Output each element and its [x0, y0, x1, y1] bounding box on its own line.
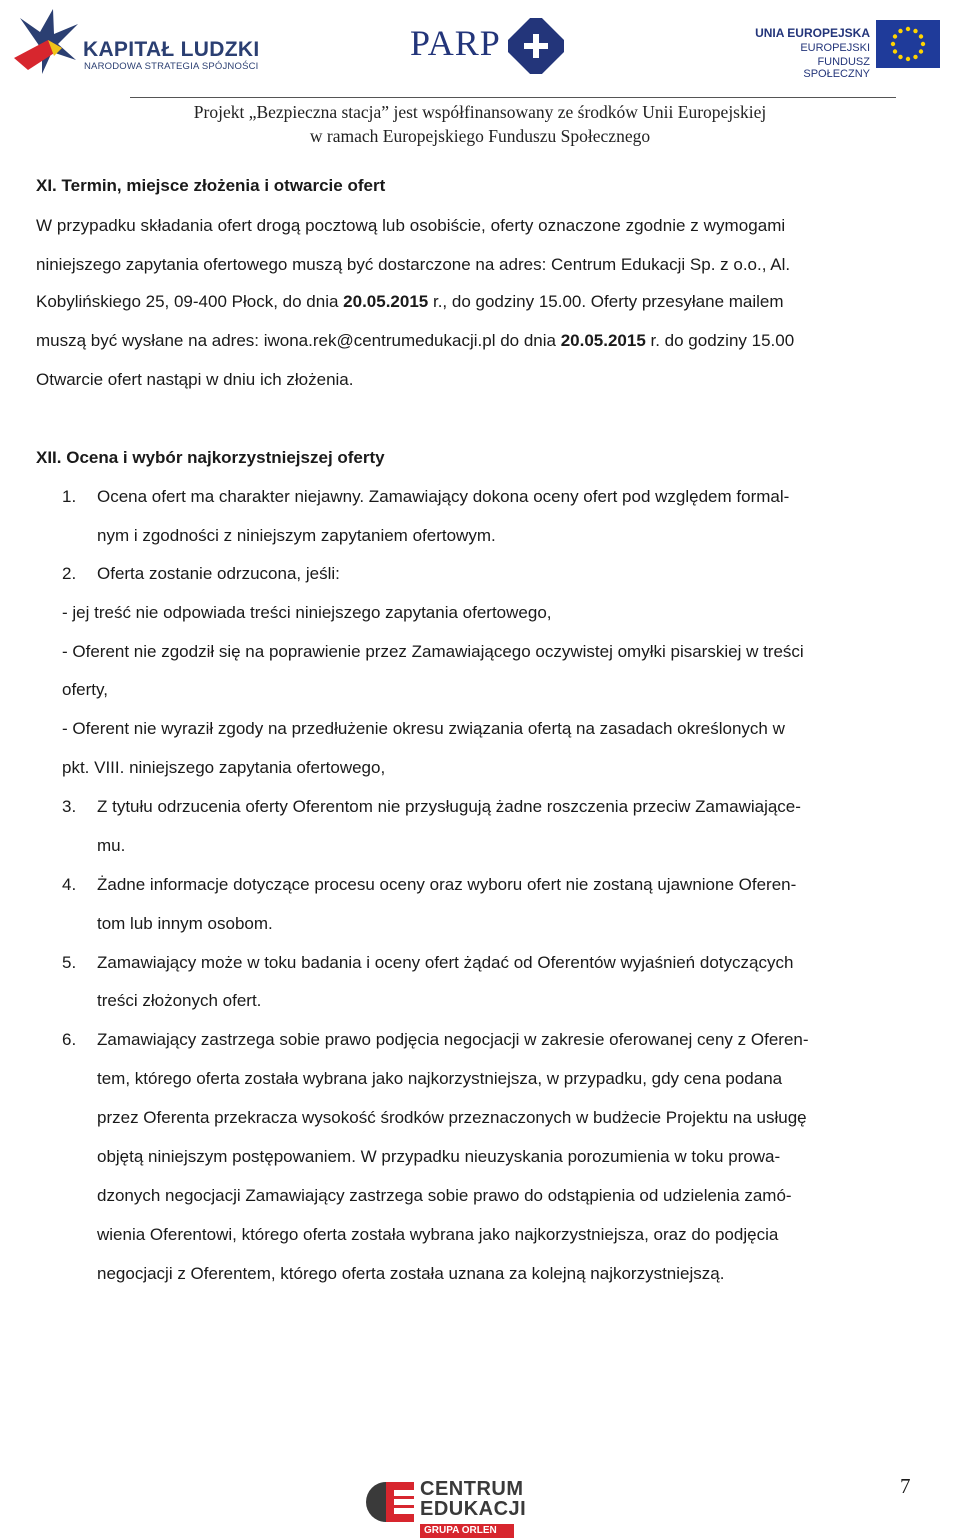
eu-star [893, 49, 897, 53]
centrum-edukacji-emblem-icon [364, 1476, 416, 1528]
item-2-number: 2. [62, 564, 77, 583]
s11-date-1: 20.05.2015 [343, 292, 429, 311]
project-line-1: Projekt „Bezpieczna stacja” jest współfinansowany ze środków Unii Europejskiej [193, 102, 767, 122]
item-4-line-2: tom lub innym osobom. [97, 914, 273, 933]
kapital-ludzki-subtitle: NARODOWA STRATEGIA SPÓJNOŚCI [84, 61, 259, 72]
item-2-dash-3a: - Oferent nie wyraził zgody na przedłużenie okresu związania ofertą na zasadach określonych w [62, 719, 785, 738]
s11-line-3c: r., do godziny 15.00. Oferty przesyłane mailem [428, 292, 784, 311]
s11-line-1: W przypadku składania ofert drogą pocztową lub osobiście, oferty oznaczone zgodnie z wymogami [36, 216, 786, 235]
page-header [0, 0, 960, 150]
s11-line-3 [36, 292, 784, 312]
item-6-line-5: dzonych negocjacji Zamawiający zastrzega sobie prawo do odstąpienia od udzielenia zamó- [97, 1186, 792, 1205]
eu-star [906, 57, 910, 61]
eu-title: UNIA EUROPEJSKA [755, 26, 870, 40]
eu-star [913, 55, 917, 59]
s11-line-4a: muszą być wysłane na adres: iwona.rek@centrumedukacji.pl do dnia [36, 331, 561, 350]
eu-star [893, 34, 897, 38]
item-6-line-7: negocjacji z Oferentem, którego oferta została uznana za kolejną najkorzystniejszą. [97, 1264, 725, 1283]
item-3-line-1: Z tytułu odrzucenia oferty Oferentom nie przysługują żadne roszczenia przeciw Zamawiające- [97, 797, 801, 816]
item-6-number: 6. [62, 1030, 77, 1049]
s11-date-2: 20.05.2015 [560, 331, 646, 350]
eu-star [891, 42, 895, 46]
section-11-title: XI. Termin, miejsce złożenia i otwarcie ofert [36, 176, 386, 195]
eu-subtitle-2: FUNDUSZ SPOŁECZNY [803, 56, 870, 80]
project-info [0, 100, 960, 148]
s11-line-4 [36, 331, 794, 351]
kapital-ludzki-logo [8, 4, 278, 76]
kapital-ludzki-star-icon [8, 4, 80, 76]
project-line-2: w ramach Europejskiego Funduszu Społecznego [309, 126, 651, 146]
eu-flag-icon [876, 20, 940, 68]
item-6-line-3: przez Oferenta przekracza wysokość środków przeznaczonych w budżecie Projektu na usługę [97, 1108, 807, 1127]
parp-text: PARP [410, 23, 501, 63]
s11-line-2: niniejszego zapytania ofertowego muszą być dostarczone na adres: Centrum Edukacji Sp. z o.o., Al. [36, 255, 791, 274]
eu-star [919, 49, 923, 53]
item-6-line-6: wienia Oferentowi, którego oferta została wybrana jako najkorzystniejsza, oraz do podjęcia [97, 1225, 779, 1244]
item-6-line-4: objętą niniejszym postępowaniem. W przypadku nieuzyskania porozumienia w toku prowa- [97, 1147, 781, 1166]
item-4-line-1: Żadne informacje dotyczące procesu oceny oraz wyboru ofert nie zostaną ujawnione Oferen- [97, 875, 797, 894]
item-1-number: 1. [62, 487, 77, 506]
eu-logo [748, 18, 948, 78]
centrum-edukacji-logo [364, 1472, 564, 1538]
s11-line-4c: r. do godziny 15.00 [645, 331, 795, 350]
parp-emblem-icon [508, 18, 564, 74]
grupa-orlen-text: GRUPA ORLEN [424, 1525, 497, 1536]
grupa-orlen-badge [420, 1524, 514, 1538]
item-3-number: 3. [62, 797, 77, 816]
page-number: 7 [900, 1474, 911, 1498]
edukacji-text: EDUKACJI [420, 1498, 527, 1520]
item-2-dash-3b: pkt. VIII. niniejszego zapytania ofertowego, [62, 758, 386, 777]
item-1-line-2: nym i zgodności z niniejszym zapytaniem ofertowym. [97, 526, 496, 545]
item-2-dash-2a: - Oferent nie zgodził się na poprawienie przez Zamawiającego oczywistej omyłki pisarskiej w treści [62, 642, 804, 661]
item-2-line-1: Oferta zostanie odrzucona, jeśli: [97, 564, 340, 583]
s11-line-5: Otwarcie ofert nastąpi w dniu ich złożenia. [36, 370, 354, 389]
kapital-ludzki-title: KAPITAŁ LUDZKI [83, 38, 260, 61]
parp-logo [408, 18, 578, 74]
s11-line-3a: Kobylińskiego 25, 09-400 Płock, do dnia [36, 292, 344, 311]
eu-star [898, 55, 902, 59]
eu-star [913, 29, 917, 33]
eu-subtitle-1: EUROPEJSKI [800, 42, 870, 54]
item-2-dash-1: - jej treść nie odpowiada treści niniejszego zapytania ofertowego, [62, 603, 552, 622]
item-2-dash-2b: oferty, [62, 680, 108, 699]
eu-star [919, 34, 923, 38]
centrum-text: CENTRUM [420, 1478, 524, 1500]
header-divider [130, 97, 896, 98]
item-5-line-2: treści złożonych ofert. [97, 991, 262, 1010]
item-4-number: 4. [62, 875, 77, 894]
item-6-line-1: Zamawiający zastrzega sobie prawo podjęcia negocjacji w zakresie oferowanej ceny z Oferen- [97, 1030, 809, 1049]
eu-star [898, 29, 902, 33]
item-5-line-1: Zamawiający może w toku badania i oceny ofert żądać od Oferentów wyjaśnień dotyczących [97, 953, 794, 972]
item-3-line-2: mu. [97, 836, 126, 855]
item-1-line-1: Ocena ofert ma charakter niejawny. Zamawiający dokona oceny ofert pod względem formal- [97, 487, 790, 506]
eu-star [906, 27, 910, 31]
item-6-line-2: tem, którego oferta została wybrana jako najkorzystniejsza, w przypadku, gdy cena podana [97, 1069, 783, 1088]
section-12-title: XII. Ocena i wybór najkorzystniejszej oferty [36, 448, 385, 467]
item-5-number: 5. [62, 953, 77, 972]
eu-star [921, 42, 925, 46]
